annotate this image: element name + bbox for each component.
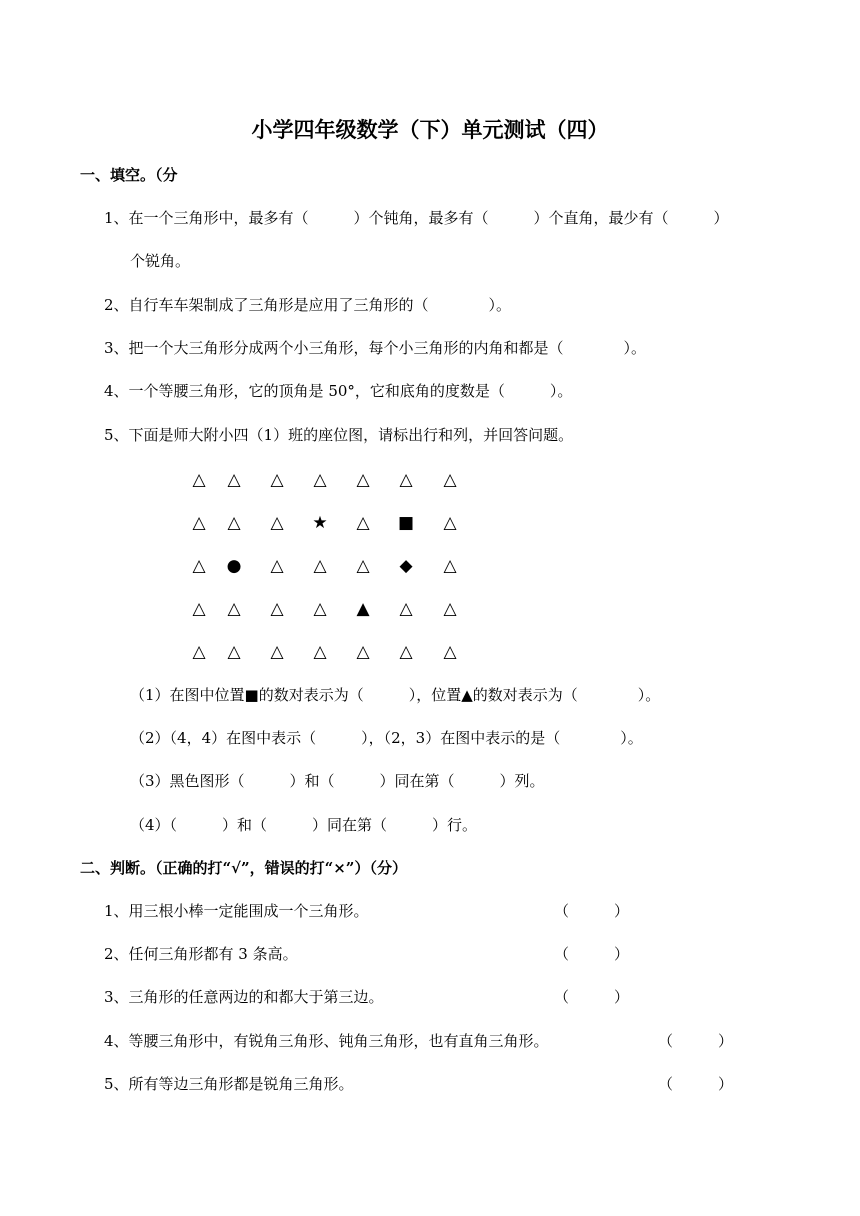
seat-symbol: △ [356,642,370,662]
judge-item-1: 1、用三根小棒一定能围成一个三角形。 [104,902,369,920]
seat-symbol: △ [313,556,327,576]
seat-symbol: △ [270,470,284,490]
seat-symbol: △ [313,599,327,619]
seat-symbol: △ [356,470,370,490]
seat-symbol: △ [443,642,457,662]
page-title: 小学四年级数学（下）单元测试（四） [251,117,609,142]
section-1-heading: 一、填空。（分 [80,166,178,184]
seat-symbol: △ [443,513,457,533]
answer-parentheses: （ ） [658,1075,734,1093]
question-5: 5、下面是师大附小四（1）班的座位图，请标出行和列，并回答问题。 [104,426,574,444]
seat-symbol: △ [192,513,206,533]
seat-symbol: △ [313,642,327,662]
seat-symbol: △ [227,642,241,662]
square-symbol: ■ [397,513,415,533]
seat-symbol: △ [356,513,370,533]
filled-triangle-symbol: ▲ [356,599,370,619]
seat-symbol: △ [270,556,284,576]
seat-symbol: △ [270,513,284,533]
seat-symbol: △ [227,599,241,619]
judge-item-5: 5、所有等边三角形都是锐角三角形。 [104,1075,354,1093]
seat-symbol: △ [356,556,370,576]
star-symbol: ★ [312,513,328,533]
answer-parentheses: （ ） [554,945,630,963]
seat-symbol: △ [443,470,457,490]
question-3: 3、把一个大三角形分成两个小三角形，每个小三角形的内角和都是（ ）。 [104,339,647,357]
diamond-symbol: ◆ [399,556,413,576]
sub-question-1: （1）在图中位置■的数对表示为（ ），位置▲的数对表示为（ ）。 [130,686,661,704]
answer-parentheses: （ ） [658,1032,734,1050]
seat-symbol: △ [443,599,457,619]
question-4: 4、一个等腰三角形，它的顶角是 50°，它和底角的度数是（ ）。 [104,382,573,400]
sub-question-3: （3）黑色图形（ ）和（ ）同在第（ ）列。 [130,772,545,790]
seat-symbol: △ [313,470,327,490]
seat-symbol: △ [192,642,206,662]
seat-symbol: △ [399,470,413,490]
question-1-line-1: 1、在一个三角形中，最多有（ ）个钝角，最多有（ ）个直角，最少有（ ） [104,209,729,227]
judge-item-4: 4、等腰三角形中，有锐角三角形、钝角三角形，也有直角三角形。 [104,1032,549,1050]
sub-question-2: （2）（4，4）在图中表示（ ），（2，3）在图中表示的是（ ）。 [130,729,643,747]
seat-symbol: △ [399,599,413,619]
seat-symbol: △ [443,556,457,576]
seat-symbol: △ [227,470,241,490]
judge-item-2: 2、任何三角形都有 3 条高。 [104,945,298,963]
judge-item-3: 3、三角形的任意两边的和都大于第三边。 [104,988,384,1006]
circle-symbol: ● [226,556,242,576]
seat-symbol: △ [399,642,413,662]
seat-symbol: △ [270,599,284,619]
seat-symbol: △ [192,556,206,576]
question-1-line-2: 个锐角。 [130,252,191,270]
sub-question-4: （4）（ ）和（ ）同在第（ ）行。 [130,816,478,834]
answer-parentheses: （ ） [554,988,630,1006]
seat-symbol: △ [270,642,284,662]
seat-symbol: △ [227,513,241,533]
section-2-heading: 二、判断。（正确的打“√”，错误的打“×”）（分） [80,859,407,877]
seat-symbol: △ [192,470,206,490]
answer-parentheses: （ ） [554,902,630,920]
question-2: 2、自行车车架制成了三角形是应用了三角形的（ ）。 [104,296,512,314]
seat-symbol: △ [192,599,206,619]
